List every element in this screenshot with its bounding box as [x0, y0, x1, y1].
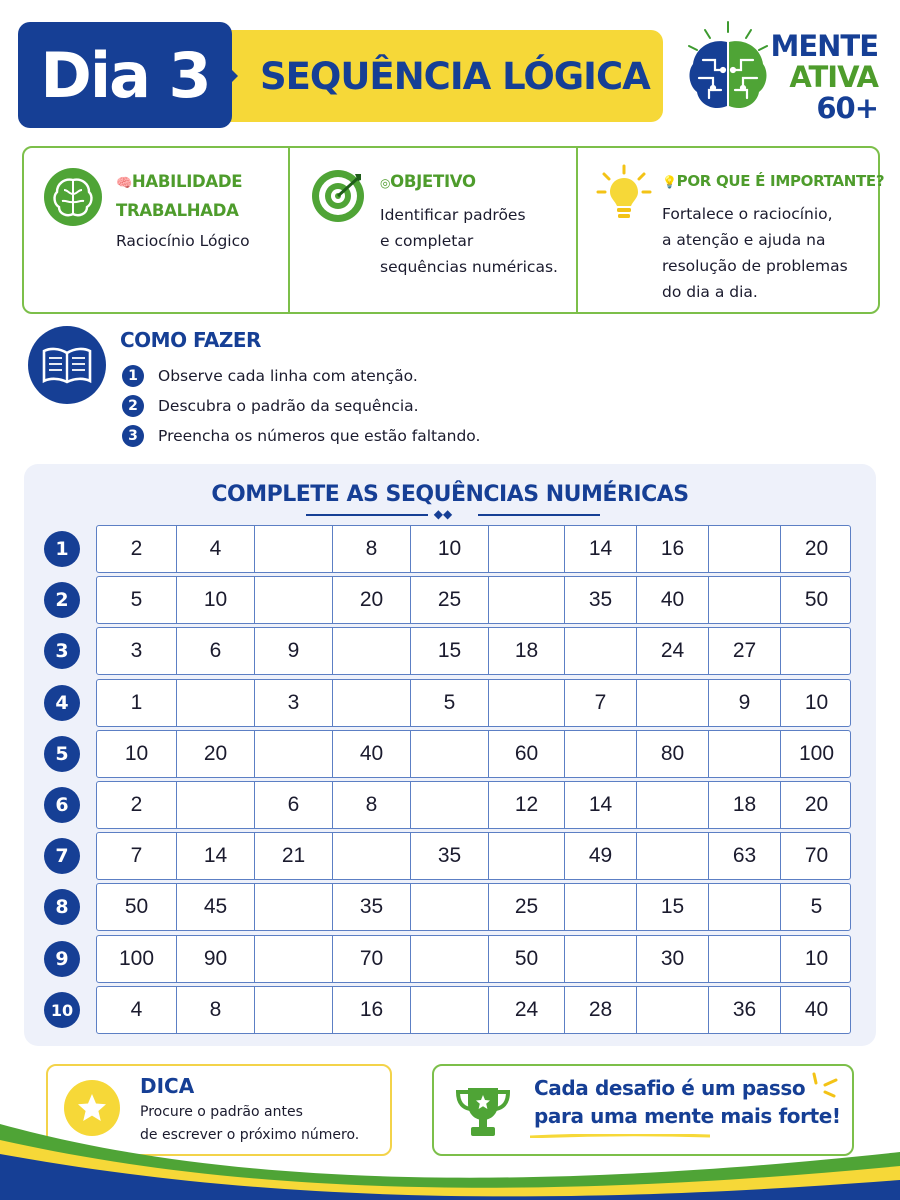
blank-cell[interactable]: [489, 526, 565, 572]
number-cell: 7: [565, 680, 637, 726]
blank-cell[interactable]: [255, 731, 333, 777]
brand-line-3: 60+: [816, 91, 878, 125]
number-cell: 16: [637, 526, 709, 572]
step-number: 3: [122, 425, 144, 447]
number-cell: 16: [333, 987, 411, 1033]
brand-line-2: ATIVA: [789, 60, 878, 94]
number-cell: 100: [97, 936, 177, 982]
blank-cell[interactable]: [411, 782, 489, 828]
number-cell: 25: [489, 884, 565, 930]
step-number: 2: [122, 395, 144, 417]
row-number-badge: 6: [44, 787, 80, 823]
number-cell: 8: [333, 526, 411, 572]
blank-cell[interactable]: [709, 884, 781, 930]
title-ornament-line: [306, 514, 428, 516]
number-cell: 24: [637, 628, 709, 674]
step-text: Observe cada linha com atenção.: [158, 367, 418, 385]
number-cell: 50: [97, 884, 177, 930]
motivation-line: Cada desafio é um passo: [534, 1076, 806, 1100]
number-cell: 9: [255, 628, 333, 674]
howto-title: COMO FAZER: [120, 328, 261, 352]
number-cell: 3: [255, 680, 333, 726]
goal-title: ◎OBJETIVO: [380, 172, 476, 191]
sequence-row: [96, 832, 851, 880]
number-cell: 20: [177, 731, 255, 777]
sequence-row: [96, 781, 851, 829]
number-cell: 20: [804, 537, 829, 560]
number-cell: 4: [97, 987, 177, 1033]
number-cell: 5: [810, 895, 823, 918]
number-cell: 10: [804, 691, 829, 714]
sparkle-icon: [808, 1070, 840, 1100]
blank-cell[interactable]: [177, 680, 255, 726]
brain-small-icon: 🧠: [116, 176, 132, 191]
number-cell: 35: [411, 833, 489, 879]
sequence-row: [96, 576, 851, 624]
number-cell: 45: [177, 884, 255, 930]
why-title: 💡POR QUE É IMPORTANTE?: [662, 172, 885, 190]
blank-cell[interactable]: [489, 833, 565, 879]
title-ornament-icon: ◆◆: [433, 507, 453, 521]
number-cell: 14: [565, 526, 637, 572]
blank-cell[interactable]: [255, 987, 333, 1033]
number-cell: 5: [411, 680, 489, 726]
number-cell: 1: [97, 680, 177, 726]
blank-cell[interactable]: [255, 577, 333, 623]
number-cell: 3: [97, 628, 177, 674]
number-cell: 35: [333, 884, 411, 930]
day-label: Dia 3: [40, 38, 210, 112]
number-cell: 8: [333, 782, 411, 828]
number-cell: 9: [709, 680, 781, 726]
number-cell: 24: [489, 987, 565, 1033]
brand-line-1: MENTE: [770, 29, 878, 63]
blank-cell[interactable]: [489, 577, 565, 623]
row-number-badge: 7: [44, 838, 80, 874]
target-small-icon: ◎: [380, 176, 391, 190]
number-cell: 18: [489, 628, 565, 674]
sequence-row: [96, 679, 851, 727]
sequence-row: [96, 986, 851, 1034]
number-cell: 70: [333, 936, 411, 982]
tip-title: DICA: [140, 1074, 195, 1098]
row-number-badge: 5: [44, 736, 80, 772]
number-cell: 30: [637, 936, 709, 982]
number-cell: 40: [637, 577, 709, 623]
number-cell: 90: [177, 936, 255, 982]
number-cell: 70: [804, 844, 829, 867]
number-cell: 63: [709, 833, 781, 879]
step-text: Preencha os números que estão faltando.: [158, 427, 481, 445]
number-cell: 21: [255, 833, 333, 879]
step-text: Descubra o padrão da sequência.: [158, 397, 419, 415]
title-ornament-line: [478, 514, 600, 516]
number-cell: 49: [565, 833, 637, 879]
brain-logo-icon: [683, 20, 773, 120]
number-cell: 80: [637, 731, 709, 777]
blank-cell[interactable]: [565, 731, 637, 777]
number-cell: 50: [804, 588, 829, 611]
row-number-badge: 1: [44, 531, 80, 567]
bulb-small-icon: 💡: [662, 175, 677, 189]
info-divider: [576, 148, 578, 312]
motivation-line: para uma mente mais forte!: [534, 1104, 841, 1128]
blank-cell[interactable]: [255, 884, 333, 930]
why-text: Fortalece o raciocínio, a atenção e ajuda na resolução de problemas do dia a dia.: [662, 205, 848, 301]
number-cell: 5: [97, 577, 177, 623]
blank-cell[interactable]: [709, 526, 781, 572]
number-cell: 18: [709, 782, 781, 828]
badge-arrow: [230, 68, 238, 84]
blank-cell[interactable]: [255, 936, 333, 982]
sequence-row: [96, 627, 851, 675]
blank-cell[interactable]: [177, 782, 255, 828]
sequence-row: [96, 525, 851, 573]
number-cell: 35: [565, 577, 637, 623]
row-number-badge: 8: [44, 889, 80, 925]
blank-cell[interactable]: [565, 884, 637, 930]
blank-cell[interactable]: [411, 936, 489, 982]
skill-title: 🧠HABILIDADE TRABALHADA: [116, 172, 243, 220]
blank-cell[interactable]: [411, 731, 489, 777]
bottom-wave: [0, 1118, 900, 1200]
blank-cell[interactable]: [709, 577, 781, 623]
number-cell: 60: [489, 731, 565, 777]
number-cell: 6: [177, 628, 255, 674]
blank-cell[interactable]: [333, 833, 411, 879]
blank-cell[interactable]: [255, 526, 333, 572]
blank-cell[interactable]: [333, 628, 411, 674]
brain-icon: [44, 168, 102, 226]
number-cell: 36: [709, 987, 781, 1033]
number-cell: 40: [333, 731, 411, 777]
number-cell: 27: [709, 628, 781, 674]
number-cell: 50: [489, 936, 565, 982]
blank-cell[interactable]: [489, 680, 565, 726]
number-cell: 15: [411, 628, 489, 674]
blank-cell[interactable]: [709, 731, 781, 777]
blank-cell[interactable]: [637, 833, 709, 879]
day-badge: [18, 22, 232, 128]
blank-cell[interactable]: [637, 782, 709, 828]
book-icon: [28, 326, 106, 404]
blank-cell[interactable]: [565, 628, 637, 674]
tip-text-line: Procure o padrão antes: [140, 1104, 303, 1120]
blank-cell[interactable]: [637, 680, 709, 726]
row-number-badge: 2: [44, 582, 80, 618]
target-icon: [310, 168, 366, 224]
step-number: 1: [122, 365, 144, 387]
info-divider: [288, 148, 290, 312]
number-cell: 14: [177, 833, 255, 879]
tip-text-line: de escrever o próximo número.: [140, 1127, 360, 1143]
row-number-badge: 9: [44, 941, 80, 977]
number-cell: 6: [255, 782, 333, 828]
number-cell: 10: [804, 947, 829, 970]
number-cell: 40: [804, 998, 829, 1021]
number-cell: 14: [565, 782, 637, 828]
sequence-row: [96, 883, 851, 931]
blank-cell[interactable]: [411, 884, 489, 930]
sequence-row: [96, 730, 851, 778]
number-cell: 2: [97, 526, 177, 572]
number-cell: 20: [804, 793, 829, 816]
number-cell: 28: [565, 987, 637, 1033]
blank-cell[interactable]: [565, 936, 637, 982]
number-cell: 10: [411, 526, 489, 572]
number-cell: 12: [489, 782, 565, 828]
number-cell: 2: [97, 782, 177, 828]
blank-cell[interactable]: [709, 936, 781, 982]
blank-cell[interactable]: [781, 628, 852, 674]
goal-text: Identificar padrões e completar sequências numéricas.: [380, 206, 558, 276]
lightbulb-icon: [596, 164, 652, 224]
number-cell: 7: [97, 833, 177, 879]
row-number-badge: 3: [44, 633, 80, 669]
skill-text: Raciocínio Lógico: [116, 232, 250, 250]
exercise-title: COMPLETE AS SEQUÊNCIAS NUMÉRICAS: [211, 482, 689, 507]
number-cell: 100: [798, 742, 835, 765]
number-cell: 20: [333, 577, 411, 623]
sequence-row: [96, 935, 851, 983]
page-title-band: [214, 30, 663, 122]
number-cell: 10: [177, 577, 255, 623]
blank-cell[interactable]: [333, 680, 411, 726]
page-title: SEQUÊNCIA LÓGICA: [260, 54, 650, 98]
blank-cell[interactable]: [411, 987, 489, 1033]
number-cell: 10: [97, 731, 177, 777]
row-number-badge: 4: [44, 685, 80, 721]
number-cell: 15: [637, 884, 709, 930]
row-number-badge: 10: [44, 992, 80, 1028]
number-cell: 4: [177, 526, 255, 572]
blank-cell[interactable]: [637, 987, 709, 1033]
number-cell: 8: [177, 987, 255, 1033]
number-cell: 25: [411, 577, 489, 623]
